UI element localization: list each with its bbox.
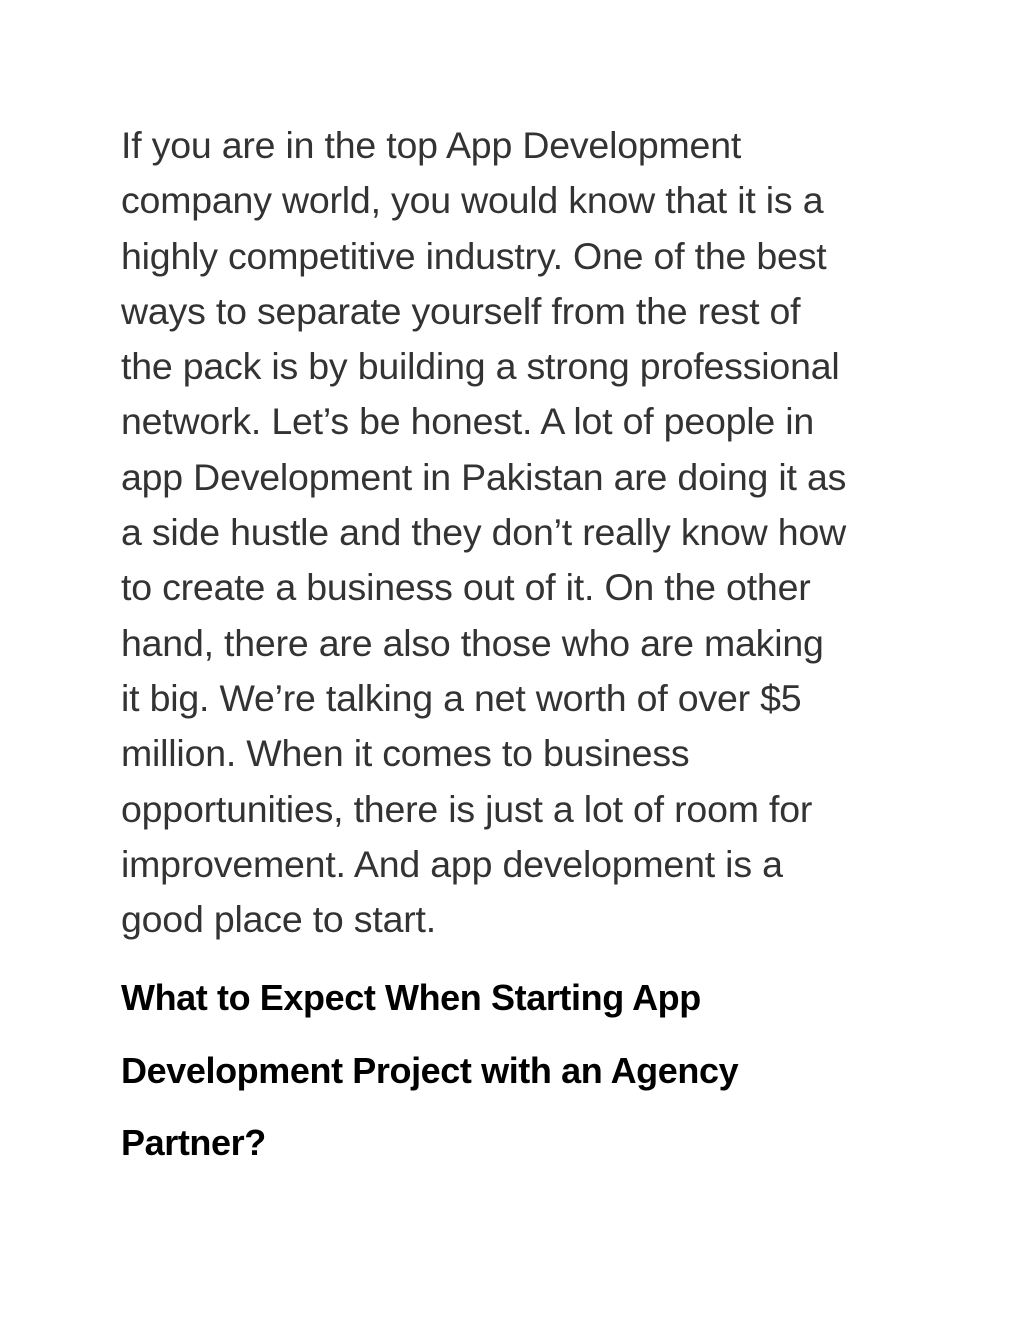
paragraph-line: the pack is by building a strong professional <box>121 345 840 388</box>
paragraph-line: it big. We’re talking a net worth of over $5 <box>121 676 802 719</box>
heading-line: What to Expect When Starting App <box>121 977 701 1019</box>
paragraph-line: company world, you would know that it is a <box>121 179 824 222</box>
paragraph-line: opportunities, there is just a lot of room for <box>121 787 813 830</box>
paragraph-line: app Development in Pakistan are doing it as <box>121 455 847 498</box>
paragraph-line: million. When it comes to business <box>121 732 690 775</box>
paragraph-line: hand, there are also those who are making <box>121 621 824 664</box>
paragraph-line: to create a business out of it. On the other <box>121 566 811 609</box>
paragraph-line: highly competitive industry. One of the best <box>121 234 827 277</box>
document-page <box>121 118 921 1180</box>
paragraph-line: good place to start. <box>121 898 436 941</box>
section-heading <box>121 962 921 1180</box>
paragraph-line: a side hustle and they don’t really know how <box>121 511 846 554</box>
paragraph-line: network. Let’s be honest. A lot of people in <box>121 400 815 443</box>
body-paragraph <box>121 118 921 947</box>
heading-line: Partner? <box>121 1122 266 1164</box>
heading-line: Development Project with an Agency <box>121 1049 739 1091</box>
paragraph-line: ways to separate yourself from the rest of <box>121 289 801 332</box>
paragraph-line: If you are in the top App Development <box>121 124 742 166</box>
paragraph-line: improvement. And app development is a <box>121 842 783 885</box>
